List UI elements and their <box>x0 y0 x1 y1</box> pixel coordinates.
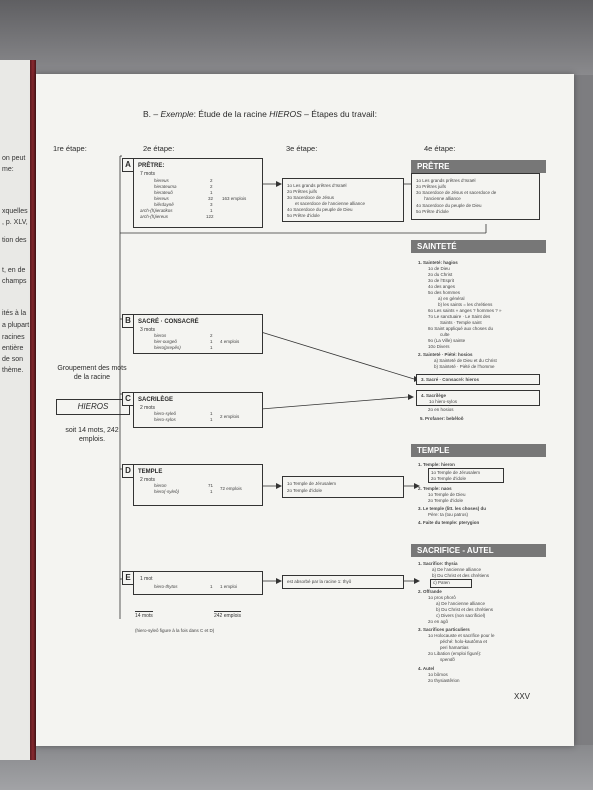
temple-line: 4. Faite du temple: pterygion <box>418 520 480 525</box>
background-top <box>0 0 593 75</box>
left-fragment: ités à la <box>2 310 27 317</box>
box-a-count: 2 <box>210 184 213 189</box>
box-a-head: PRÊTRE: <box>138 163 165 169</box>
sacrilege-line: 1o hiero-sylos <box>429 399 458 404</box>
totals-note: (hiero-syleô figure à la fois dans C et D) <box>135 628 215 633</box>
box-d-step3 <box>282 476 404 498</box>
left-fragment: me: <box>2 166 14 173</box>
saintete-line: 9o (La Ville) sainte <box>428 338 466 343</box>
step-4: 4e étape: <box>424 144 456 153</box>
page-title <box>143 109 377 119</box>
sacrifice-line: 2o en agô <box>428 619 449 624</box>
box-d-count: 71 <box>208 483 214 488</box>
box-b-count: 2 <box>210 333 213 338</box>
saintete-line: a) en général <box>438 296 465 301</box>
box-e-emplois: 1 emploi <box>220 584 238 589</box>
box-d-emplois: 72 emplois <box>220 486 242 491</box>
saintete-line: 3o de l’Esprit <box>428 278 455 283</box>
saintete-line: Saints · Temple saint <box>440 320 482 325</box>
sacrifice-line: 1o Holocauste et sacrifice pour le <box>428 633 495 638</box>
box-a3-line: et sacerdoce de l’ancienne alliance <box>295 201 366 206</box>
saintete-line: b) les saints = les chrétiens <box>438 302 493 307</box>
box-c-head: SACRILÈGE <box>138 397 174 403</box>
box-c-emplois: 2 emplois <box>220 414 240 419</box>
group-count: soit 14 mots, 242 emplois. <box>65 427 119 443</box>
sacrifice-line: 1o bômos <box>428 672 448 677</box>
title-example: Exemple <box>160 109 194 119</box>
sacrifice-line: a) De l’ancienne alliance <box>436 601 486 606</box>
saintete-line: 5o des hommes <box>428 290 461 295</box>
box-d3-line: 2o Temple d’idole <box>287 488 322 493</box>
sacrifice-line: 2. Offrande <box>418 589 442 594</box>
saintete-line: 4o des anges <box>428 284 456 289</box>
box-a-word: arch-(h)ieratikos <box>140 208 173 213</box>
box-d-word: hieron <box>154 483 167 488</box>
sacrilege-box <box>416 390 540 406</box>
temple-line: 1. Temple: hieron <box>418 462 455 467</box>
box-c-count: 1 <box>210 411 213 416</box>
saintete-line: 6o Les saints « anges ? hommes ? » <box>428 308 502 313</box>
sacre-box <box>416 374 540 385</box>
band-temple: TEMPLE <box>411 444 546 457</box>
box-c-sub: 2 mots <box>140 405 156 411</box>
temple-sub-box <box>428 468 504 483</box>
sacrifice-line: péché: holo-kautôma et <box>440 639 488 644</box>
left-fragment: a plupart <box>2 322 30 329</box>
left-fragment: t, en de <box>2 267 26 274</box>
temple-line: 2o Temple d’idole <box>428 498 463 503</box>
box-b-emplois: 4 emplois <box>220 339 240 344</box>
box-b-word: hier-ourgeô <box>154 339 177 344</box>
pretre-box <box>411 173 540 220</box>
band-saintete: SAINTETÉ <box>411 240 546 253</box>
box-a3-line: 3o Sacerdoce de Jésus <box>287 195 335 200</box>
box-c-word: hiero-sylos <box>154 417 176 422</box>
title-root: HIEROS <box>269 109 302 119</box>
total-mots: 14 mots <box>135 613 153 619</box>
sacrifice-line: 2o thysiastêrion <box>428 678 460 683</box>
left-fragment: on peut <box>2 155 26 162</box>
box-d-word: hiero(-syleô) <box>154 489 180 494</box>
box-a-word: hiereus <box>154 178 169 183</box>
letter-e: E <box>122 571 134 585</box>
temple-line: 1o Temple de Dieu <box>428 492 466 497</box>
box-a-count: 1 <box>210 190 213 195</box>
box-a-count: 122 <box>206 214 214 219</box>
left-fragment: tion des <box>2 237 27 244</box>
profaner-line: 5. Profaner: bebêloô <box>420 416 464 421</box>
box-a-word: arch-(h)iereus <box>140 214 169 219</box>
box-e3-line: est absorbé par la racine 1: thyô <box>287 579 352 584</box>
saintete-line: 7o Le sanctuaire · Le Saint des <box>428 314 491 319</box>
pretre-line: 4o Sacerdoce du peuple de Dieu <box>416 203 482 208</box>
title-prefix: B. – <box>143 109 159 119</box>
box-a-count: 3 <box>210 202 213 207</box>
box-a-step3 <box>282 178 404 222</box>
box-c-count: 1 <box>210 417 213 422</box>
sacrifice-line: a) De l’ancienne alliance <box>432 567 482 572</box>
box-a-pretre <box>133 158 263 228</box>
box-b-count: 1 <box>210 345 213 350</box>
sacrifice-line: c) Païen <box>433 580 450 585</box>
box-b-sub: 3 mots <box>140 327 156 333</box>
saintete-line: 1. Sainteté: hagios <box>418 260 458 265</box>
saintete-line: a) Sainteté de Dieu et du Christ <box>434 358 497 363</box>
left-fragment: de son <box>2 356 24 363</box>
box-b-sacre <box>133 314 263 354</box>
sacrifice-line: b) Du Christ et des chrétiens <box>436 607 494 612</box>
sacrilege-line: 2o en hosios <box>428 407 454 412</box>
box-d3-line: 1o Temple de Jérusalem <box>287 481 336 486</box>
sacrifice-line: 2o Libation (emploi figuré): <box>428 651 482 656</box>
background-bottom <box>0 745 593 790</box>
left-fragment: xquelles <box>2 208 28 215</box>
temple-line: 2. Temple: naos <box>418 486 452 491</box>
pretre-line: 2o Prêtres juifs <box>416 184 447 189</box>
book-page <box>36 74 574 746</box>
saintete-line: 8o Saint appliqué aux choses du <box>428 326 494 331</box>
box-a-count: 32 <box>208 196 214 201</box>
group-label: Groupement des mots de la racine <box>57 365 127 381</box>
temple-line: Père: ta (tou patros) <box>428 512 469 517</box>
box-b-word: hieros <box>154 333 167 338</box>
saintete-line: 1o de Dieu <box>428 266 450 271</box>
sacrifice-line: 3. Sacrifices particuliers <box>418 627 470 632</box>
letter-a: A <box>122 158 134 172</box>
left-fragment: entière <box>2 345 24 352</box>
box-a-emplois: 163 emplois <box>222 196 247 201</box>
box-d-count: 1 <box>210 489 213 494</box>
step-3: 3e étape: <box>286 144 318 153</box>
temple-line: 1o Temple de Jérusalem <box>431 470 480 475</box>
sacrifice-line: 1. Sacrifice: thysia <box>418 561 458 566</box>
box-a-word: hierateuô <box>154 190 173 195</box>
pretre-line: 3o Sacerdoce de Jésus et sacerdoce de <box>416 190 497 195</box>
step-2: 2e étape: <box>143 144 175 153</box>
letter-b: B <box>122 314 134 328</box>
box-a3-line: 2o Prêtres juifs <box>287 189 318 194</box>
box-e-word: hiero-thytos <box>154 584 178 589</box>
box-a-count: 1 <box>210 208 213 213</box>
temple-line: 3. Le temple (litt. les choses) du <box>418 506 487 511</box>
box-b-count: 1 <box>210 339 213 344</box>
left-fragment: racines <box>2 334 25 341</box>
saintete-line: 10o Divers <box>428 344 450 349</box>
box-e-sub: 1 mot <box>140 576 153 582</box>
hieros-root-box: HIEROS <box>56 399 130 415</box>
box-a3-line: 1o Les grands prêtres d’Israël <box>287 183 347 188</box>
box-b-word: hiero(prepês) <box>154 345 181 350</box>
saintete-line: 2o du Christ <box>428 272 453 277</box>
sacrifice-line: b) Du Christ et des chrétiens <box>432 573 490 578</box>
saintete-line: b) Sainteté · Piété de l’homme <box>434 364 495 369</box>
box-a-sub: 7 mots <box>140 171 156 177</box>
box-d-head: TEMPLE <box>138 469 163 475</box>
paien-box <box>430 579 472 588</box>
left-fragment: , p. XLV, <box>2 219 28 226</box>
saintete-line: culte <box>440 332 450 337</box>
sacrifice-line: spendô <box>440 657 455 662</box>
box-d-temple <box>133 464 263 506</box>
box-d-sub: 2 mots <box>140 477 156 483</box>
sacrifice-line: 1o pros phorô <box>428 595 456 600</box>
temple-line: 2o Temple d’idole <box>431 476 466 481</box>
box-e-step3 <box>282 575 404 589</box>
sacrilege-line: 4. Sacrilège <box>421 393 447 398</box>
band-sacrifice: SACRIFICE - AUTEL <box>411 544 546 557</box>
page-number: XXV <box>514 692 531 701</box>
band-pretre: PRÊTRE <box>411 160 546 173</box>
box-a-count: 2 <box>210 178 213 183</box>
left-fragment: thème. <box>2 367 24 374</box>
box-c-sacrilege <box>133 392 263 428</box>
box-c-word: hiero-syleô <box>154 411 177 416</box>
sacrifice-line: peri hamartias <box>440 645 469 650</box>
sacrifice-line: c) Divers (non sacrificiel) <box>436 613 486 618</box>
box-a3-line: 5o Prêtre d’idole <box>287 213 320 218</box>
left-fragment: champs <box>2 278 27 285</box>
box-a-word: hiêrdaynê <box>154 202 174 207</box>
letter-d: D <box>122 464 134 478</box>
box-e-count: 1 <box>210 584 213 589</box>
sacrifice-line: 4. Autel <box>418 666 435 671</box>
pretre-line: 5o Prêtre d’idole <box>416 209 449 214</box>
step-1: 1re étape: <box>53 144 87 153</box>
total-emplois: 242 emplois <box>214 613 241 619</box>
letter-c: C <box>122 392 134 406</box>
title-rest: : Étude de la racine <box>193 109 267 119</box>
box-a-word: hierateuma <box>154 184 177 189</box>
title-tail: – Étapes du travail: <box>304 109 377 119</box>
box-a3-line: 4o Sacerdoce du peuple de Dieu <box>287 207 353 212</box>
sacre-line: 3. Sacré · Consacré: hieros <box>421 377 480 382</box>
saintete-line: 2. Sainteté · Piété: hosios <box>418 352 473 357</box>
box-b-head: SACRÉ · CONSACRÉ <box>138 319 199 325</box>
pretre-line: 1o Les grands prêtres d’Israël <box>416 178 476 183</box>
box-a-word: hiereus <box>154 196 169 201</box>
box-e <box>133 571 263 595</box>
pretre-line: l’ancienne alliance <box>424 196 461 201</box>
